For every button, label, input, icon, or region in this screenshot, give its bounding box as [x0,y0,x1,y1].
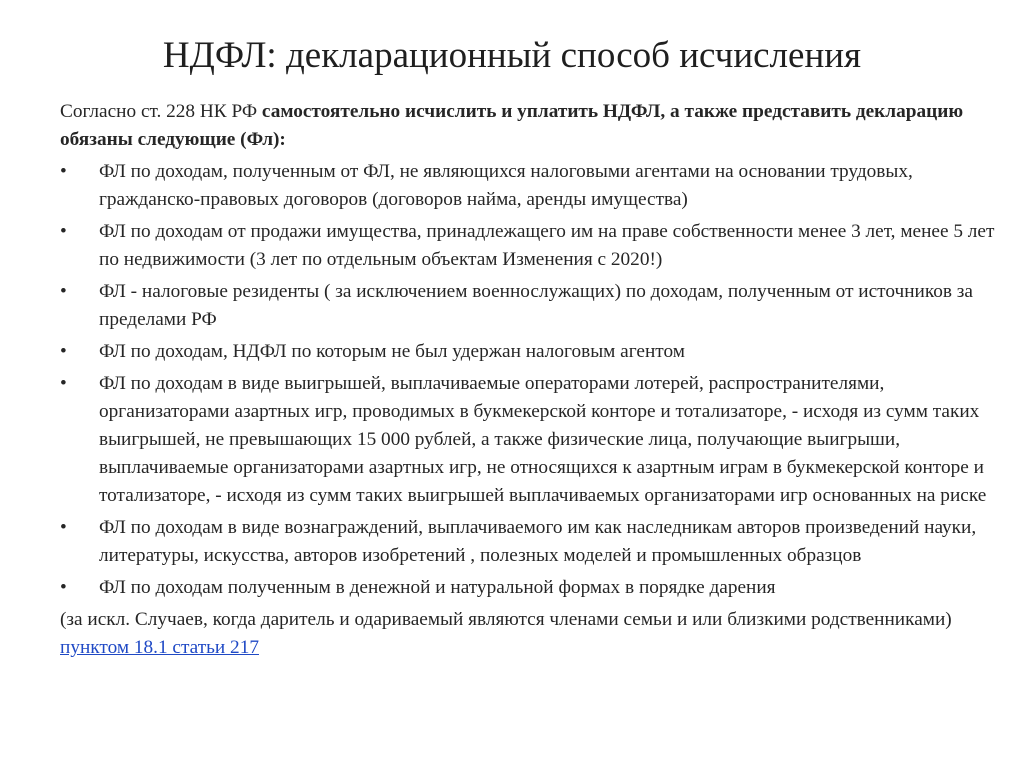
intro-prefix: Согласно ст. 228 НК РФ [60,101,262,122]
list-item-text: ФЛ по доходам, НДФЛ по которым не был удержан налоговым агентом [99,341,685,362]
list-item [60,574,1010,602]
list-item [60,370,1010,510]
bullet-icon: • [60,221,67,242]
list-item [60,158,1010,214]
bullet-icon: • [60,161,67,182]
list-item [60,278,1010,334]
bullet-icon: • [60,577,67,598]
list-item-text: ФЛ по доходам, полученным от ФЛ, не являющихся налоговыми агентами на основании трудовых, гражданско-правовых договоров (договоров найма, аренды имущества) [99,161,913,210]
obligations-list [60,158,1010,602]
intro-bold-text: самостоятельно исчислить и уплатить НДФЛ, а также представить декларацию обязаны следующие (Фл): [60,101,964,150]
note-text: (за искл. Случаев, когда даритель и одариваемый являются членами семьи и или близкими родственниками) [60,609,952,630]
list-item-text: ФЛ по доходам от продажи имущества, принадлежащего им на праве собственности менее 3 лет, менее 5 лет по недвижимости (3 лет по отдельным объектам Изменения с 2020!) [99,221,995,270]
slide-title: НДФЛ: декларационный способ исчисления [162,35,862,76]
list-item [60,218,1010,274]
bullet-icon: • [60,341,67,362]
intro-paragraph [60,98,1010,154]
article-link[interactable]: пунктом 18.1 статьи 217 [60,637,259,658]
list-item-text: ФЛ по доходам в виде выигрышей, выплачиваемые операторами лотерей, распространителями, организаторами азартных игр, проводимых в букмекерской конторе и тотализаторе, - исходя из сумм таких выигрышей, не превышающих 15 000 рублей, а также физические лица, получающие выигрыши, выплачиваемые организаторами азартных игр, не относящихся к азартным играм в букмекерской конторе и тотализаторе, - исходя из сумм таких выигрышей выплачиваемых организаторами игр основанных на риске [99,373,987,506]
list-item [60,338,1010,366]
bullet-icon: • [60,373,67,394]
list-item-text: ФЛ по доходам в виде вознаграждений, выплачиваемого им как наследникам авторов произведений науки, литературы, искусства, авторов изобретений , полезных моделей и промышленных образцов [99,517,977,566]
bullet-icon: • [60,281,67,302]
list-item-text: ФЛ по доходам полученным в денежной и натуральной формах в порядке дарения [99,577,776,598]
list-item [60,514,1010,570]
slide-body [60,98,1010,662]
note-paragraph [60,606,1010,662]
list-item-text: ФЛ - налоговые резиденты ( за исключением военнослужащих) по доходам, полученным от источников за пределами РФ [99,281,973,330]
bullet-icon: • [60,517,67,538]
